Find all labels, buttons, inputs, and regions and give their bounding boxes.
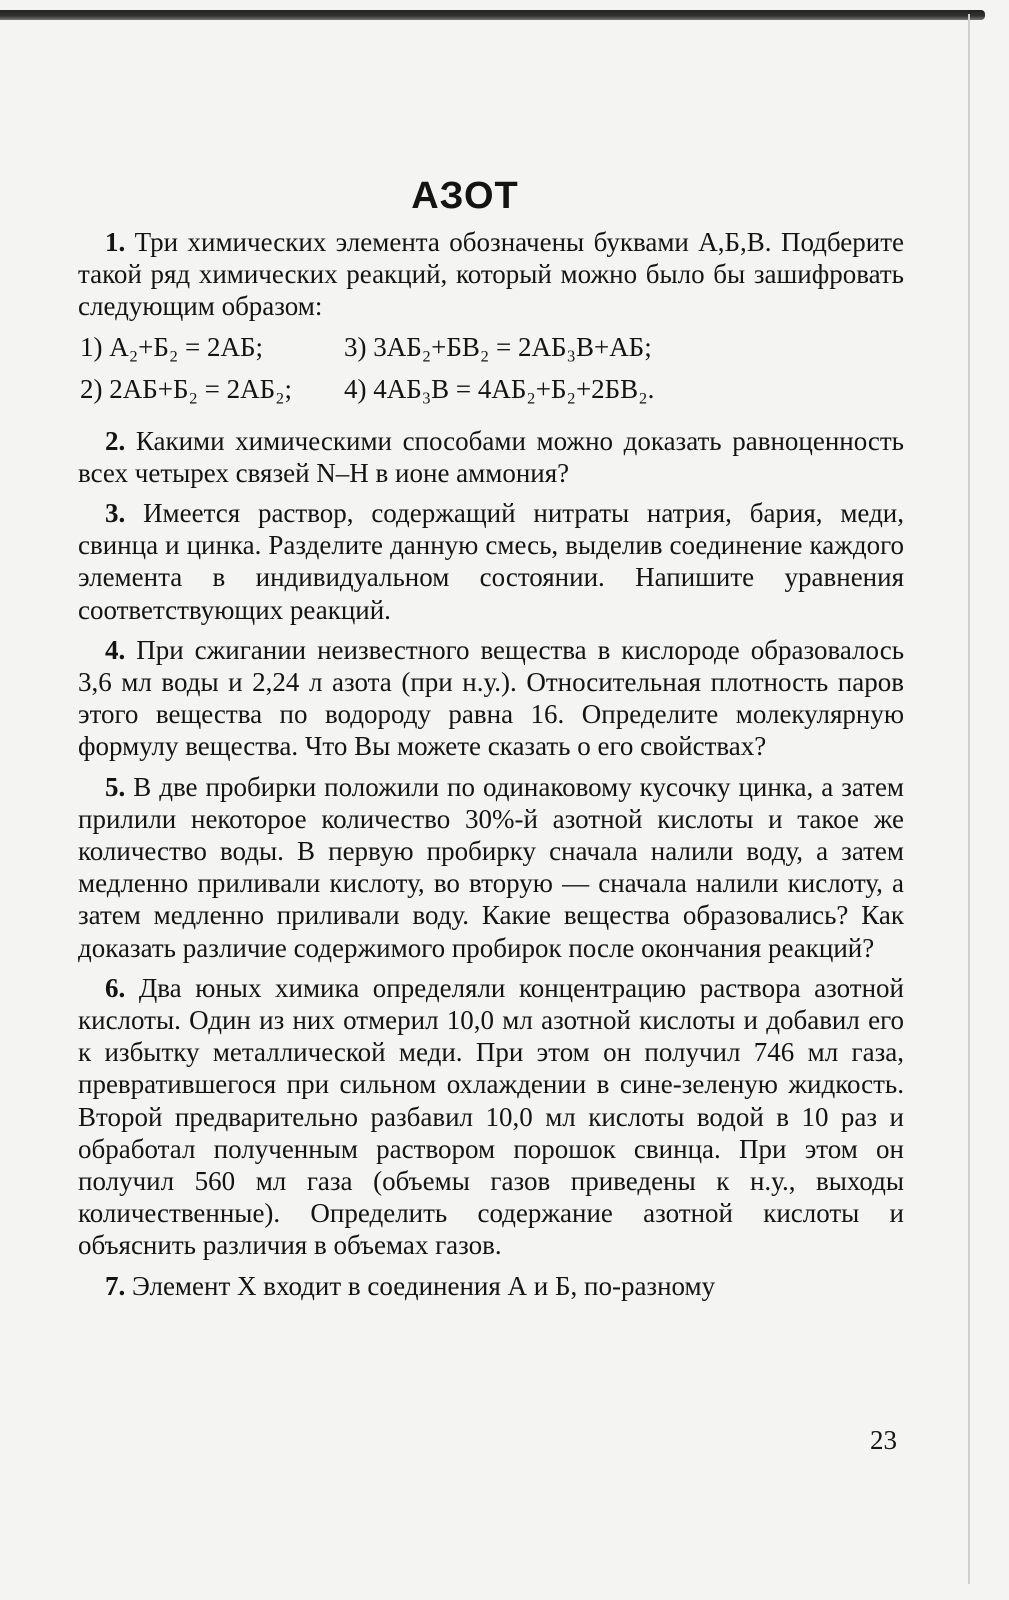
- equation-block: [78, 331, 904, 415]
- problem-text: Какими химическими способами можно доказать равноценность всех четырех связей N–H в ионе аммония?: [78, 425, 904, 488]
- equation: 1) А₂+Б₂ = 2АБ;: [80, 331, 264, 362]
- problem-text: В две пробирки положили по одинаковому кусочку цинка, а затем прилили некоторое количество 30%-й азотной кислоты и такое же количество воды. В первую пробирку сначала налили воду, а затем медленно приливали кислоту, во вторую — сначала налили кислоту, а затем медленно приливали воду. Какие вещества образовались? Как доказать различие содержимого пробирок после окончания реакций?: [78, 771, 905, 963]
- page-number: 23: [870, 1425, 897, 1455]
- problem-1: [78, 226, 904, 323]
- problem-number: 2.: [105, 425, 126, 456]
- section-title: АЗОТ: [411, 175, 519, 218]
- top-rule: [0, 10, 985, 20]
- problem-text: При сжигании неизвестного вещества в кислороде образовалось 3,6 мл воды и 2,24 л азота (при н.у.). Относительная плотность паров этого вещества по водороду равна 16. Определите молекулярную формулу вещества. Что Вы можете сказать о его свойствах?: [78, 634, 905, 762]
- problem-7: [78, 1270, 904, 1302]
- problem-number: 5.: [105, 771, 126, 802]
- problem-3: [78, 497, 904, 626]
- problem-number: 3.: [105, 498, 126, 529]
- problem-text: Элемент X входит в соединения А и Б, по-разному: [132, 1270, 716, 1301]
- problem-list: [78, 226, 904, 1310]
- problem-text: Два юных химика определяли концентрацию раствора азотной кислоты. Один из них отмерил 10,0 мл азотной кислоты и добавил его к избытку металлической меди. При этом он получил 746 мл газа, превратившегося при сильном охлаждении в сине-зеленую жидкость. Второй предварительно разбавил 10,0 мл кислоты водой в 10 раз и обработал полученным раствором порошок свинца. При этом он получил 560 мл газа (объемы газов приведены к н.у., выходы количественные). Определить содержание азотной кислоты и объяснить различия в объемах газов.: [78, 972, 904, 1261]
- equation: 2) 2АБ+Б₂ = 2АБ₂;: [80, 373, 293, 404]
- problem-text: Имеется раствор, содержащий нитраты натрия, бария, меди, свинца и цинка. Разделите данную смесь, выделив соединение каждого элемента в индивидуальном состоянии. Напишите уравнения соответствующих реакций.: [78, 498, 905, 625]
- page-edge: [968, 14, 970, 1584]
- problem-2: [78, 425, 904, 489]
- equation: 4) 4АБ₃В = 4АБ₂+Б₂+2БВ₂.: [344, 373, 655, 404]
- problem-text: Три химических элемента обозначены буквами А,Б,В. Подберите такой ряд химических реакций, который можно было бы зашифровать следующим образом:: [78, 227, 904, 322]
- problem-number: 7.: [105, 1270, 126, 1301]
- equation: 3) 3АБ₂+БВ₂ = 2АБ₃В+АБ;: [344, 331, 652, 362]
- equation-row: [78, 331, 904, 373]
- problem-number: 1.: [105, 227, 126, 257]
- equation-row: [78, 373, 904, 415]
- problem-6: [78, 972, 904, 1262]
- problem-5: [78, 771, 904, 964]
- problem-number: 6.: [105, 972, 126, 1003]
- problem-4: [78, 634, 904, 763]
- problem-number: 4.: [105, 634, 126, 665]
